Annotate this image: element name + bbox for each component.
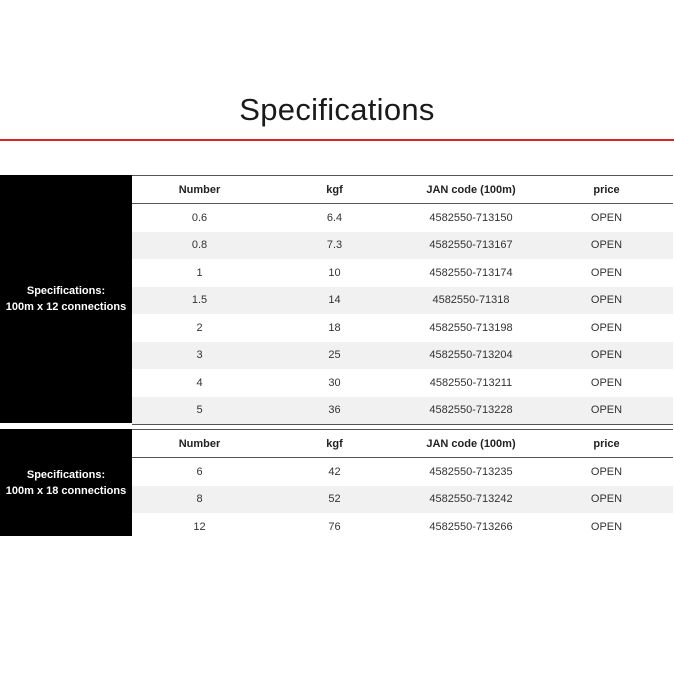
cell-number: 3 bbox=[132, 342, 267, 370]
cell-number: 2 bbox=[196, 321, 203, 334]
cell-kgf: 36 bbox=[267, 397, 402, 425]
spec-block-label-panel bbox=[0, 429, 132, 536]
cell-jan: 4582550-713266 bbox=[429, 520, 513, 533]
title-divider bbox=[0, 139, 674, 141]
spec-block-label-panel bbox=[0, 175, 132, 423]
table-header-row bbox=[132, 176, 673, 204]
table-row bbox=[132, 397, 673, 425]
cell-jan: 4582550-713198 bbox=[429, 321, 513, 334]
cell-price: OPEN bbox=[540, 397, 673, 425]
cell-price: OPEN bbox=[590, 321, 623, 334]
cell-jan: 4582550-713174 bbox=[429, 266, 513, 279]
spec-block-label-line1: Specifications: bbox=[26, 468, 106, 481]
spec-block-label-line2: 100m x 12 connections bbox=[5, 301, 127, 313]
table-row bbox=[132, 259, 673, 287]
cell-jan: 4582550-713242 bbox=[402, 486, 540, 514]
cell-kgf: 76 bbox=[328, 520, 341, 533]
cell-jan: 4582550-713204 bbox=[402, 342, 540, 370]
table-row bbox=[132, 342, 673, 370]
cell-price: OPEN bbox=[540, 287, 673, 315]
table-row bbox=[132, 232, 673, 260]
table-row bbox=[132, 314, 673, 342]
column-header-price: price bbox=[540, 176, 673, 204]
spec-block-18-connections bbox=[0, 429, 674, 536]
cell-number: 5 bbox=[132, 397, 267, 425]
table-row bbox=[132, 486, 673, 514]
cell-jan: 4582550-713235 bbox=[429, 465, 513, 478]
column-header-jan: JAN code (100m) bbox=[402, 430, 540, 458]
table-row bbox=[132, 513, 673, 541]
table-row bbox=[132, 204, 673, 232]
cell-kgf: 18 bbox=[328, 321, 341, 334]
cell-kgf: 10 bbox=[328, 266, 341, 279]
spec-block-label-line2: 100m x 18 connections bbox=[5, 484, 127, 497]
cell-kgf: 14 bbox=[267, 287, 402, 315]
cell-number: 8 bbox=[132, 486, 267, 514]
spec-table bbox=[132, 175, 673, 425]
column-header-number: Number bbox=[132, 430, 267, 458]
cell-jan: 4582550-713211 bbox=[429, 376, 513, 389]
cell-number: 1.5 bbox=[132, 287, 267, 315]
cell-price: OPEN bbox=[540, 486, 673, 514]
cell-kgf: 6.4 bbox=[326, 211, 343, 224]
cell-jan: 4582550-713228 bbox=[402, 397, 540, 425]
column-header-kgf: kgf bbox=[267, 430, 402, 458]
cell-price: OPEN bbox=[590, 465, 623, 478]
cell-price: OPEN bbox=[590, 211, 623, 224]
cell-jan: 4582550-713150 bbox=[429, 211, 513, 224]
cell-jan: 4582550-713167 bbox=[402, 232, 540, 260]
cell-kgf: 25 bbox=[267, 342, 402, 370]
cell-number: 6 bbox=[196, 465, 203, 478]
table-row bbox=[132, 458, 673, 486]
cell-price: OPEN bbox=[590, 376, 623, 389]
column-header-price: price bbox=[540, 430, 673, 458]
cell-number: 4 bbox=[196, 376, 203, 389]
page-title: Specifications bbox=[239, 92, 435, 127]
cell-kgf: 7.3 bbox=[267, 232, 402, 260]
table-header-row bbox=[132, 430, 673, 458]
cell-kgf: 52 bbox=[267, 486, 402, 514]
spec-block-label-line1: Specifications: bbox=[26, 285, 106, 297]
cell-number: 0.6 bbox=[191, 211, 208, 224]
table-row bbox=[132, 287, 673, 315]
column-header-jan: JAN code (100m) bbox=[402, 176, 540, 204]
cell-number: 12 bbox=[193, 520, 206, 533]
cell-price: OPEN bbox=[590, 520, 623, 533]
cell-price: OPEN bbox=[590, 266, 623, 279]
spec-table bbox=[132, 429, 673, 541]
cell-jan: 4582550-71318 bbox=[402, 287, 540, 315]
table-row bbox=[132, 369, 673, 397]
cell-number: 1 bbox=[196, 266, 203, 279]
cell-price: OPEN bbox=[540, 342, 673, 370]
cell-price: OPEN bbox=[540, 232, 673, 260]
cell-kgf: 42 bbox=[328, 465, 341, 478]
cell-kgf: 30 bbox=[328, 376, 341, 389]
column-header-kgf: kgf bbox=[267, 176, 402, 204]
spec-block-12-connections bbox=[0, 175, 674, 423]
cell-number: 0.8 bbox=[132, 232, 267, 260]
column-header-number: Number bbox=[132, 176, 267, 204]
